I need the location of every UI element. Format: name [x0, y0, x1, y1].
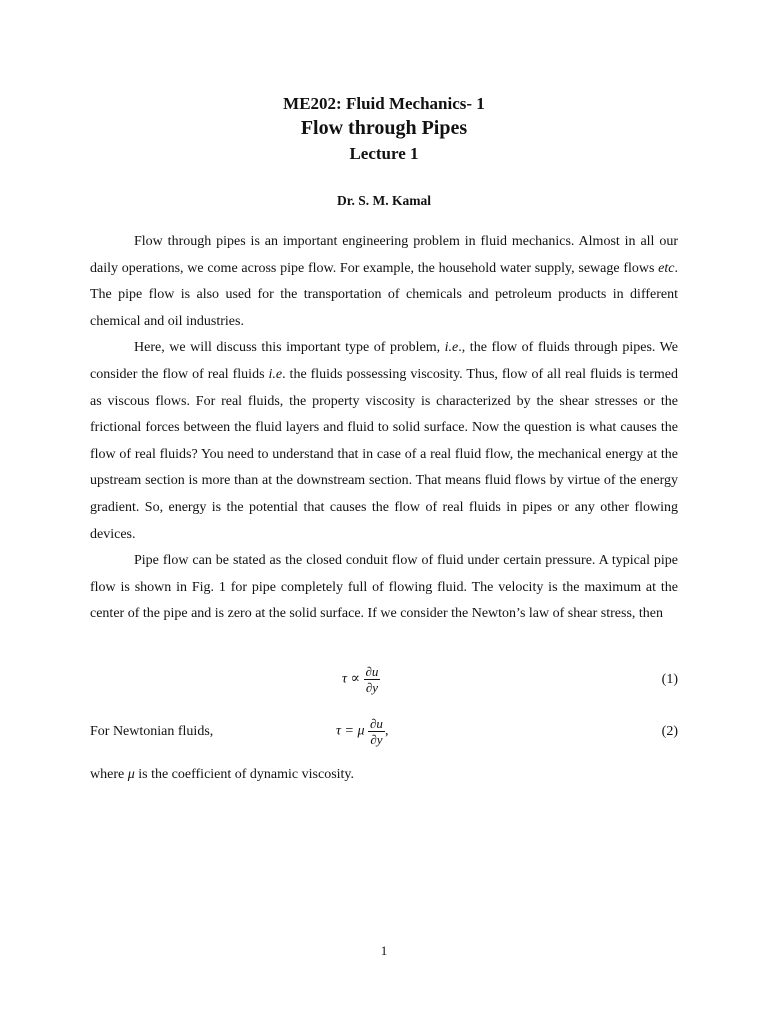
- course-heading: ME202: Fluid Mechanics- 1: [283, 94, 485, 113]
- paragraph-2: Here, we will discuss this important type of problem, i.e., the flow of fluids through pipes. We consider the flow of real fluids i.e. the fluids possessing viscosity. Thus, flow of all real fluids is termed as viscous flows. For real fluids, the property viscosity is characterized by the shear stresses or the frictional forces between the fluid layers and fluid to solid surface. Now the question is what causes the flow of real fluids? You need to understand that in case of a real fluid flow, the mechanical energy at the upstream section is more than at the downstream section. That means fluid flows by virtue of the energy gradient. So, energy is the potential that causes the flow of real fluids in pipes or any other flowing devices.: [90, 340, 678, 542]
- equation-2-label: For Newtonian fluids,: [90, 724, 214, 739]
- body-text: [90, 229, 678, 628]
- document-page: ME202: Fluid Mechanics- 1 Flow through Pipes Lecture 1 Dr. S. M. Kamal Flow through pipes is an important engineering problem in fluid mechanics. Almost in all our daily operations, we come across pipe flow. For example, the household water supply, sewage flows etc. The pipe flow is also used for the transportation of chemicals and petroleum products in different chemical and oil industries. Here, we will discuss this important type of problem, i.e., the flow of fluids through pipes. We consider the flow of real fluids i.e. the fluids possessing viscosity. Thus, flow of all real fluids is termed as viscous flows. For real fluids, the property viscosity is characterized by the shear stresses or the frictional forces between the fluid layers and fluid to solid surface. Now the question is what causes the flow of real fluids? You need to understand that in case of a real fluid flow, the mechanical energy at the upstream section is more than at the downstream section. That means fluid flows by virtue of the energy gradient. So, energy is the potential that causes the flow of real fluids in pipes or any other flowing devices. Pipe flow can be stated as the closed conduit flow of fluid under certain pressure. A typical pipe flow is shown in Fig. 1 for pipe completely full of flowing fluid. The velocity is the maximum at the center of the pipe and is zero at the solid surface. If we consider the Newton’s law of shear stress, then τ ∝ $\frac{\partial u}{\partial y}$ (1) For Newtonian fluids, τ = μ $\frac{\partial u}{\partial y}$ , (2) where μ is the coefficient of dynamic viscosity. 1: [0, 0, 768, 1024]
- lecture-heading: Lecture 1: [349, 144, 419, 163]
- paragraph-1: Flow through pipes is an important engineering problem in fluid mechanics. Almost in all our daily operations, we come across pipe flow. For example, the household water supply, sewage flows etc. The pipe flow is also used for the transportation of chemicals and petroleum products in different chemical and oil industries.: [90, 234, 678, 329]
- author-name: Dr. S. M. Kamal: [337, 193, 431, 208]
- paragraph-3: Pipe flow can be stated as the closed conduit flow of fluid under certain pressure. A typical pipe flow is shown in Fig. 1 for pipe completely full of flowing fluid. The velocity is the maximum at the center of the pipe and is zero at the solid surface. If we consider the Newton’s law of shear stress, then: [90, 553, 678, 622]
- equation-2-number: (2): [661, 724, 678, 739]
- equation-2-fraction: $\frac{\partial u}{\partial y}$: [370, 716, 383, 747]
- equation-1-fraction: $\frac{\partial u}{\partial y}$: [365, 664, 379, 695]
- equation-2-lhs: τ = μ: [336, 723, 365, 739]
- equation-1-number: (1): [661, 672, 678, 687]
- document-title: Flow through Pipes: [300, 117, 468, 139]
- viscosity-definition: where μ is the coefficient of dynamic viscosity.: [90, 767, 355, 782]
- equation-1-lhs: τ ∝: [342, 671, 360, 687]
- page-number: 1: [380, 943, 388, 958]
